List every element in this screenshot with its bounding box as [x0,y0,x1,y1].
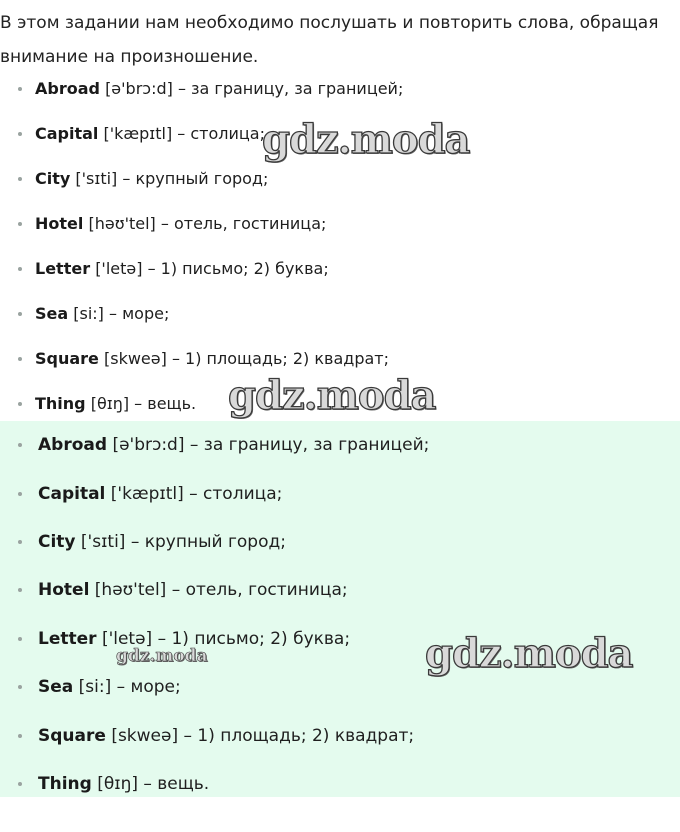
list-item [0,246,680,291]
word-definition: ['sɪti] – крупный город; [75,169,269,188]
word-definition: [θɪŋ] – вещь. [97,773,210,794]
list-item [0,711,680,759]
word: Abroad [35,79,100,98]
bullet [0,518,38,566]
list-item [0,291,680,336]
bullet [0,760,38,808]
word-definition: ['sɪti] – крупный город; [80,531,286,552]
list-item [0,518,680,566]
word: Hotel [38,580,90,601]
list-item [0,566,680,614]
watermark: gdz.moda [116,646,208,666]
word-definition: [skweə] – 1) площадь; 2) квадрат; [104,349,389,368]
bullet [0,336,35,381]
bullet [0,566,38,614]
word: Sea [38,677,74,698]
list-item [0,201,680,246]
bullet [0,421,38,469]
list-item [0,421,680,469]
bullet [0,291,35,336]
watermark: gdz.moda [425,630,633,677]
word: Letter [38,628,97,649]
list-item [0,66,680,111]
word-definition: [həʊ'tel] – отель, гостиница; [88,214,327,233]
word: Capital [35,124,99,143]
bullet [0,111,35,156]
word-definition: [si:] – море; [73,304,170,323]
word-definition: [həʊ'tel] – отель, гостиница; [94,580,348,601]
list-item [0,760,680,808]
word-definition: [si:] – море; [78,677,181,698]
bullet [0,201,35,246]
word: Thing [35,394,86,413]
bullet [0,711,38,759]
bullet [0,615,38,663]
intro-text: В этом задании нам необходимо послушать и повторить слова, обращая внимание на произношение. [0,13,659,67]
watermark: gdz.moda [228,372,436,419]
word: Abroad [38,435,108,456]
bullet [0,381,35,426]
word-definition: [θɪŋ] – вещь. [90,394,197,413]
word-definition: [ə'brɔ:d] – за границу, за границей; [112,435,430,456]
bullet [0,469,38,517]
word-definition: ['kæpɪtl] – столица; [103,124,265,143]
word-definition: ['letə] – 1) письмо; 2) буква; [101,628,351,649]
bullet [0,246,35,291]
word: Sea [35,304,69,323]
watermark: gdz.moda [262,116,470,163]
word: Letter [35,259,91,278]
bullet [0,156,35,201]
bullet [0,663,38,711]
word-definition: [skweə] – 1) площадь; 2) квадрат; [111,725,415,746]
word: Square [35,349,99,368]
word: City [35,169,71,188]
word: Thing [38,773,92,794]
word: Capital [38,483,106,504]
word: Square [38,725,106,746]
word-definition: ['kæpɪtl] – столица; [110,483,283,504]
list-item [0,469,680,517]
word: Hotel [35,214,84,233]
bullet [0,66,35,111]
word-list-2 [0,421,680,808]
highlighted-answer-block [0,421,680,797]
word: City [38,531,76,552]
word-definition: [ə'brɔ:d] – за границу, за границей; [105,79,404,98]
word-definition: ['letə] – 1) письмо; 2) буква; [95,259,329,278]
